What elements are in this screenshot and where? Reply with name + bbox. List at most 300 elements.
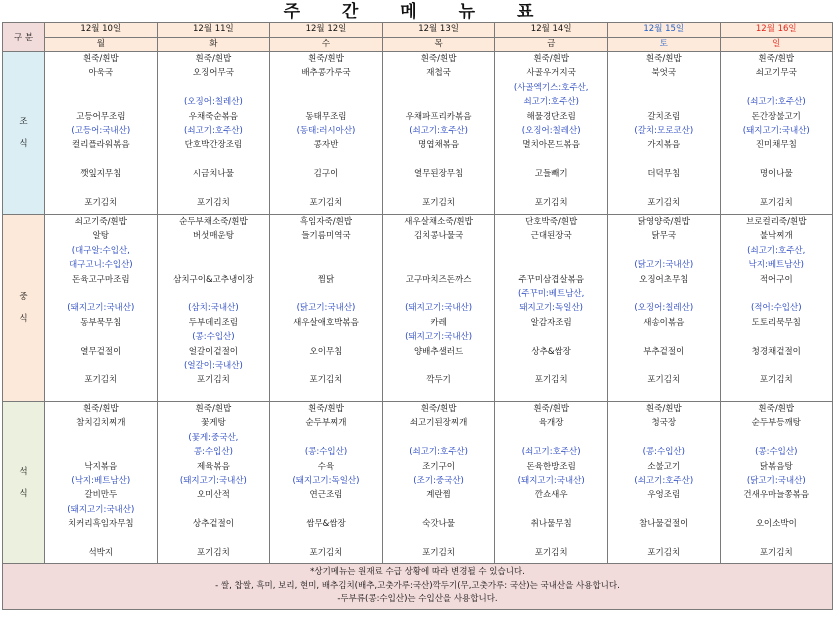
origin-note: 대구고니:수입산) [68,260,133,271]
menu-item: 순두부찌개 [305,418,347,429]
dinner-menu-cell [382,402,495,564]
weekly-menu-table [2,22,833,610]
menu-item: 포기김치 [196,375,230,386]
menu-items [270,215,382,388]
menu-item: 흰죽/흰밥 [420,54,457,64]
menu-item: 숙갓나물 [422,519,455,530]
menu-items [45,215,157,388]
menu-item: 시금치나물 [192,169,234,180]
menu-item: 고구마치즈돈까스 [405,274,472,285]
menu-item: 흑임자죽/흰밥 [299,217,353,227]
menu-item [270,287,382,301]
date-header: 12월 14일 [495,23,608,38]
menu-item: 불낙찌개 [759,231,793,242]
menu-item [270,244,382,258]
origin-note: (돼지고기:국내산) [179,475,247,486]
menu-items [270,402,382,560]
menu-item: 쌈무&쌈장 [306,519,346,530]
menu-item: 해물경단조림 [526,111,576,122]
breakfast-menu-cell [270,52,383,215]
menu-item [45,330,157,344]
menu-item [158,81,270,95]
menu-item: 포기김치 [422,197,455,208]
menu-item: 청국장 [651,418,677,429]
menu-item: 고등어무조림 [76,111,126,122]
menu-item: 포기김치 [759,547,793,558]
menu-items [495,215,607,388]
menu-item: 상추겉절이 [192,519,234,530]
menu-item [45,431,157,445]
menu-item: 조기구이 [422,461,455,472]
origin-note: (꽃게:중국산, [188,432,239,443]
menu-item: 석박지 [88,547,114,558]
menu-item: 취나물무침 [530,519,572,530]
lunch-menu-cell [270,215,383,402]
menu-item: 포기김치 [647,375,681,386]
lunch-menu-cell [382,215,495,402]
menu-items [495,52,607,210]
menu-item: 돈육고구마조림 [72,274,130,285]
origin-note: (쇠고기:호주산) [634,475,694,486]
menu-item: 오징어초무침 [639,274,689,285]
menu-item: 더덕무침 [647,169,681,180]
menu-item: 카레 [430,317,447,328]
origin-note: (돼지고기:국내산) [742,125,810,136]
origin-note: (콩:수입산) [304,447,348,458]
menu-item: 닭영양죽/흰밥 [637,217,690,227]
origin-note: (쇠고기:호주산) [521,447,581,458]
origin-note: (돼지고기:국내산) [67,504,135,515]
lunch-menu-cell [495,215,608,402]
menu-item: 순두부등깨탕 [751,418,801,429]
menu-item: 흰죽/흰밥 [308,54,344,64]
menu-item [383,258,495,272]
menu-item: 우채죽순볶음 [188,111,239,122]
origin-note: (얼갈이:국내산) [184,360,243,371]
menu-item: 포기김치 [759,197,793,208]
menu-item: 명엽채볶음 [418,140,460,151]
dinner-menu-cell [720,402,832,564]
menu-item [270,95,382,109]
dinner-menu-cell [45,402,158,564]
origin-note: (콩:수입산) [192,332,235,343]
origin-note: (오징어:칠레산) [184,97,243,108]
menu-item [158,287,270,301]
breakfast-menu-cell [382,52,495,215]
menu-item: 쇠고기된장찌개 [409,418,468,429]
dinner-menu-cell [495,402,608,564]
menu-item: 참치김치찌개 [76,418,126,429]
menu-items [383,215,495,388]
menu-item: 깍두기 [426,375,451,386]
menu-item: 쇠고기죽/흰밥 [74,217,127,227]
dinner-label: 석 식 [3,402,45,564]
menu-item [608,532,720,546]
dinner-menu-cell [607,402,720,564]
page-title: 주 간 메 뉴 표 [283,2,552,22]
dinner-menu-cell [270,402,383,564]
menu-item: 쇠고기무국 [755,68,797,79]
menu-item: 단호박죽/흰밥 [525,217,578,227]
menu-items [383,52,495,210]
menu-item: 건새우마늘쫑볶음 [743,490,810,501]
menu-item [608,503,720,517]
menu-items [158,52,270,210]
menu-item [495,244,607,258]
breakfast-row [3,52,833,215]
menu-item: 흰죽/흰밥 [82,404,119,414]
origin-note: (닭고기:국내산) [634,260,694,271]
menu-item: 새우살채소죽/흰밥 [404,217,473,227]
menu-item: 포기김치 [309,547,343,558]
menu-item: 도토리묵무침 [751,317,801,328]
menu-item: 단호박간장조림 [184,140,243,151]
weekday-header: 화 [157,38,270,52]
menu-item: 근대된장국 [530,231,572,242]
menu-item [158,153,270,167]
breakfast-menu-cell [45,52,158,215]
header-day-row [3,38,833,52]
origin-note: 돼지고기:독일산) [519,303,583,314]
menu-item [721,431,832,445]
breakfast-menu-cell [607,52,720,215]
origin-note: (고등어:국내산) [71,125,131,136]
menu-item: 오이무침 [309,346,343,357]
menu-item: 포기김치 [534,375,568,386]
menu-item: 알감자조림 [530,317,572,328]
menu-item: 양배추샐러드 [413,346,464,357]
menu-item [383,359,495,373]
menu-item [383,153,495,167]
origin-note: (쇠고기:호주산, [747,245,806,256]
menu-item [270,81,382,95]
menu-item: 흰죽/흰밥 [420,404,457,414]
menu-item: 알탕 [92,231,110,242]
menu-item [158,532,270,546]
menu-item: 제육볶음 [196,461,230,472]
origin-note: 낙지:베트남산) [748,260,804,271]
breakfast-label: 조 식 [3,52,45,215]
date-header: 12월 13일 [382,23,495,38]
menu-item [270,182,382,196]
menu-item [45,287,157,301]
menu-item: 열무된장무침 [413,169,464,180]
menu-item [158,503,270,517]
menu-item: 흰죽/흰밥 [645,404,682,414]
breakfast-menu-cell [495,52,608,215]
origin-note: (대구알:수입산, [71,245,130,256]
menu-item [158,182,270,196]
menu-items [158,402,270,560]
breakfast-menu-cell [720,52,832,215]
menu-item: 낙지볶음 [84,461,118,472]
menu-item: 흰죽/흰밥 [533,54,570,64]
menu-items [608,52,720,210]
menu-item: 계란찜 [426,490,451,501]
menu-item [608,431,720,445]
menu-item [721,81,832,95]
menu-item: 아욱국 [88,68,114,79]
menu-item: 포기김치 [534,547,568,558]
category-header: 구 분 [3,23,45,52]
menu-item: 포기김치 [309,197,343,208]
menu-item: 삼치구이&고추냉이장 [173,274,254,285]
menu-item [608,182,720,196]
menu-items [45,52,157,210]
origin-note: (삼치:국내산) [188,303,239,314]
menu-item: 적어구이 [759,274,793,285]
origin-note: (쇠고기:호주산) [746,97,806,108]
menu-item: 치커리흑임자무침 [67,519,134,530]
menu-item: 컬리플라워볶음 [72,140,130,151]
origin-note: (돼지고기:국내산) [405,303,473,314]
origin-note: (갈치:모로코산) [634,125,694,136]
menu-item [45,182,157,196]
menu-item: 포기김치 [196,547,230,558]
menu-item [721,182,832,196]
date-header: 12월 15일 [607,23,720,38]
menu-item: 진미채무침 [755,140,797,151]
menu-item [45,532,157,546]
menu-item: 오이소박이 [755,519,797,530]
menu-item: 상추&쌈장 [531,346,571,357]
menu-item [383,532,495,546]
origin-note: (쇠고기:호주산) [184,125,243,136]
menu-item: 포기김치 [84,375,118,386]
origin-note: (주꾸미:베트남산, [517,288,585,299]
menu-item [608,153,720,167]
menu-item: 버섯매운탕 [192,231,234,242]
menu-item: 포기김치 [84,197,118,208]
menu-item [495,532,607,546]
menu-item: 흰죽/흰밥 [308,404,344,414]
note-line: *상기메뉴는 원재료 수급 상황에 따라 변경될 수 있습니다. [310,567,525,577]
notes [3,564,833,610]
menu-item [495,153,607,167]
origin-note: (낙지:베트남산) [71,475,131,486]
menu-item [270,330,382,344]
menu-item: 오미산적 [196,490,230,501]
origin-note: (돼지고기:독일산) [292,475,360,486]
menu-items [608,402,720,560]
menu-item [495,182,607,196]
dinner-menu-cell [157,402,270,564]
menu-item: 닭무국 [651,231,677,242]
menu-item [158,258,270,272]
menu-item [495,359,607,373]
menu-item [495,330,607,344]
weekday-header: 수 [270,38,383,52]
menu-item: 새송이볶음 [643,317,685,328]
menu-item [608,244,720,258]
lunch-menu-cell [45,215,158,402]
menu-item: 갈치조림 [647,111,681,122]
origin-note: (돼지고기:국내산) [67,303,135,314]
origin-note: (돼지고기:국내산) [405,332,473,343]
origin-note: (오징어:칠레산) [634,303,694,314]
origin-note: (쇠고기:호주산) [409,125,468,136]
menu-item: 갈비만두 [84,490,118,501]
menu-item: 포기김치 [422,547,455,558]
menu-items [270,52,382,210]
menu-item: 흰죽/흰밥 [82,54,119,64]
menu-item: 사골우거지국 [526,68,576,79]
menu-item: 콩자반 [313,140,339,151]
menu-items [383,402,495,560]
notes-row [3,564,833,610]
menu-item: 브로컬리죽/흰밥 [746,217,807,227]
origin-note: (조기:중국산) [413,475,464,486]
breakfast-menu-cell [157,52,270,215]
menu-item [45,445,157,459]
menu-item [608,287,720,301]
weekday-header: 토 [607,38,720,52]
menu-item: 흰죽/흰밥 [758,54,795,64]
menu-item: 참나물겉절이 [639,519,689,530]
date-header: 12월 10일 [45,23,158,38]
menu-item: 멸치아몬드볶음 [522,140,580,151]
menu-item: 포기김치 [534,197,568,208]
weekday-header: 일 [720,38,832,52]
note-line: - 쌀, 찹쌀, 흑미, 보리, 현미, 배추김치(배추,고춧가루:국산)깍두기(무,고춧가루: 국산)는 국내산을 사용합니다. [215,580,620,591]
menu-item [608,330,720,344]
origin-note: (사골엑기스:호주산, [513,82,589,93]
lunch-menu-cell [607,215,720,402]
menu-item: 북엇국 [651,68,677,79]
menu-item: 소불고기 [647,461,681,472]
origin-note: (닭고기:국내산) [296,303,356,314]
menu-item [383,287,495,301]
menu-item [383,244,495,258]
menu-item: 동태무조림 [305,111,347,122]
menu-item: 흰죽/흰밥 [195,404,232,414]
origin-note: (콩:수입산) [642,447,685,458]
menu-item: 주꾸미삼겹살볶음 [518,274,585,285]
menu-item: 흰죽/흰밥 [645,54,682,64]
menu-item: 포기김치 [647,547,681,558]
menu-item [721,503,832,517]
menu-item: 흰죽/흰밥 [195,54,232,64]
menu-item: 가지볶음 [647,140,681,151]
menu-item: 수육 [317,461,335,472]
menu-item [608,81,720,95]
menu-item: 고들빼기 [534,169,568,180]
origin-note: (돼지고기:국내산) [517,475,585,486]
menu-item: 청경채겉절이 [751,346,801,357]
menu-item: 닭볶음탕 [759,461,793,472]
menu-item: 동부묵무침 [80,317,122,328]
menu-item: 돈간장불고기 [751,111,801,122]
menu-item [495,503,607,517]
menu-item: 새우살애호박볶음 [293,317,359,328]
origin-note: (닭고기:국내산) [746,475,806,486]
menu-item: 우엉조림 [647,490,681,501]
menu-item [608,95,720,109]
menu-item: 돈육한방조림 [526,461,576,472]
menu-item [270,153,382,167]
origin-note: (오징어:칠레산) [521,125,581,136]
menu-item: 두부데리조림 [188,317,239,328]
lunch-menu-cell [720,215,832,402]
menu-item: 배추콩가루국 [301,68,351,79]
weekday-header: 금 [495,38,608,52]
weekday-header: 월 [45,38,158,52]
menu-items [495,402,607,560]
menu-item: 포기김치 [196,197,230,208]
menu-item: 김치콩나물국 [413,231,464,242]
lunch-row [3,215,833,402]
origin-note: 콩:수입산) [193,447,233,458]
note-line: -두부류(콩:수입산)는 수입산을 사용합니다. [337,594,498,604]
menu-item [383,503,495,517]
menu-item: 꽃게탕 [201,418,226,429]
menu-item: 순두부채소죽/흰밥 [179,217,248,227]
menu-item [45,81,157,95]
menu-item [721,287,832,301]
date-header: 12월 12일 [270,23,383,38]
menu-item: 김구이 [313,169,339,180]
menu-item: 명이나물 [759,169,793,180]
menu-item: 재첩국 [426,68,451,79]
menu-item: 육개장 [538,418,564,429]
menu-item [721,532,832,546]
menu-item: 깐쇼새우 [534,490,568,501]
menu-items [608,215,720,388]
menu-item [495,431,607,445]
menu-item: 깻잎지무침 [80,169,122,180]
menu-item [721,153,832,167]
menu-item: 들기름미역국 [301,231,351,242]
menu-item: 포기김치 [647,197,681,208]
weekday-header: 목 [382,38,495,52]
menu-item [383,95,495,109]
lunch-label: 중 식 [3,215,45,402]
menu-item: 흰죽/흰밥 [533,404,570,414]
menu-item: 포기김치 [309,375,343,386]
menu-items [721,215,832,388]
menu-item [45,359,157,373]
menu-item [721,359,832,373]
menu-item: 포기김치 [759,375,793,386]
date-header: 12월 16일 [720,23,832,38]
menu-item: 얼갈이겉절이 [188,346,239,357]
menu-item [270,359,382,373]
menu-item [270,503,382,517]
origin-note: 쇠고기:호주산) [523,97,579,108]
menu-item [45,153,157,167]
origin-note: (콩:수입산) [755,447,798,458]
menu-item [270,258,382,272]
menu-item [270,532,382,546]
menu-item: 열무겉절이 [80,346,122,357]
menu-items [45,402,157,560]
menu-items [721,52,832,210]
menu-item [383,81,495,95]
menu-item: 오징어무국 [192,68,234,79]
menu-item: 우채파프리카볶음 [405,111,472,122]
menu-item: 연근조림 [309,490,343,501]
menu-items [721,402,832,560]
menu-item [383,431,495,445]
menu-item: 부추겉절이 [643,346,685,357]
origin-note: (적어:수입산) [750,303,802,314]
dinner-row [3,402,833,564]
menu-item [383,182,495,196]
menu-item [495,258,607,272]
origin-note: (동태:러시아산) [296,125,356,136]
menu-item [270,431,382,445]
origin-note: (쇠고기:호주산) [409,447,468,458]
